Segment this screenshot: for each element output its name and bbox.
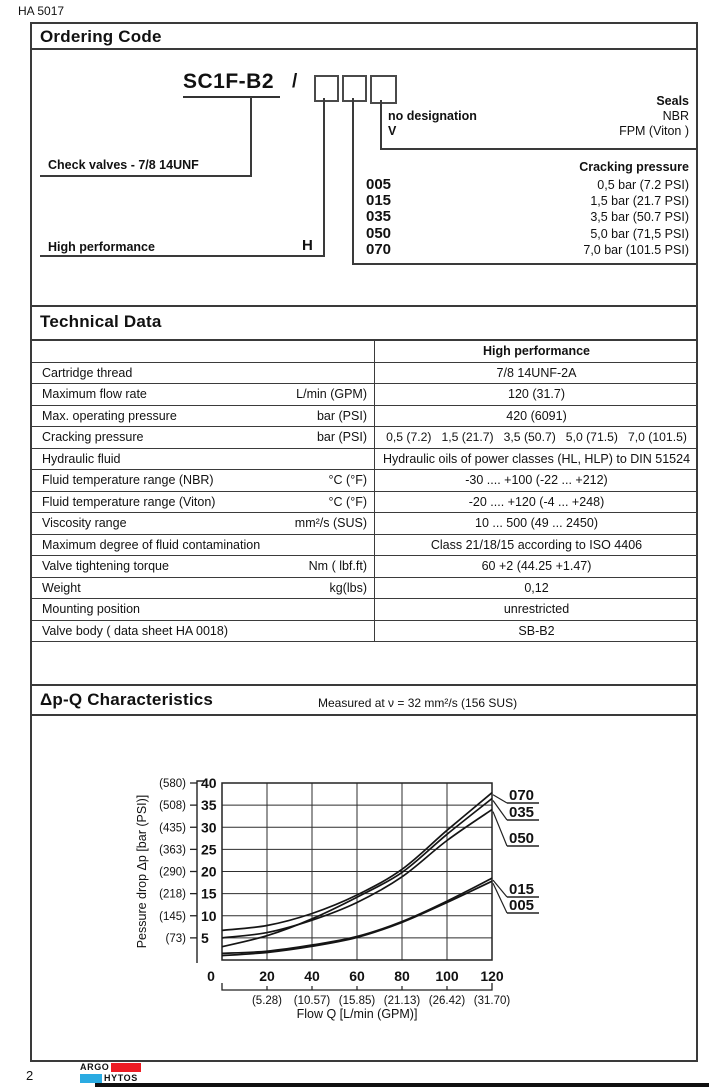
y-tick-psi-label: (218) xyxy=(159,888,186,901)
connector-line xyxy=(40,255,325,257)
y-tick-label: 20 xyxy=(201,863,217,880)
check-valves-label: Check valves - 7/8 14UNF xyxy=(48,158,199,172)
y-tick-label: 35 xyxy=(201,797,217,814)
row-value: High performance xyxy=(483,344,590,359)
table-row xyxy=(32,470,698,492)
y-tick-psi-label: (73) xyxy=(165,932,186,945)
row-value: Hydraulic oils of power classes (HL, HLP) to DIN 51524 xyxy=(382,451,691,466)
x-tick-label: 20 xyxy=(259,968,275,984)
curve-label-035: 035 xyxy=(509,804,535,821)
seal-option-value: FPM (Viton ) xyxy=(619,124,689,138)
divider xyxy=(30,48,698,50)
x-tick-gpm-label: (5.28) xyxy=(251,995,283,1007)
y-tick-label: 5 xyxy=(201,929,209,946)
table-row xyxy=(32,513,698,535)
x-axis-title: Flow Q [L/min (GPM)] xyxy=(296,1007,418,1021)
doc-code: HA 5017 xyxy=(18,4,65,18)
row-value-part: 3,5 (50.7) xyxy=(503,430,556,445)
row-unit: °C (°F) xyxy=(328,494,367,509)
row-label: Fluid temperature range (NBR) xyxy=(42,473,214,488)
row-value: 120 (31.7) xyxy=(508,387,565,402)
y-tick-psi-label: (580) xyxy=(159,778,186,790)
cracking-option-code: 050 xyxy=(366,224,392,242)
x-tick-gpm-label: (10.57) xyxy=(293,995,331,1007)
row-value: 420 (6091) xyxy=(506,408,567,423)
row-value-part: 0,5 (7.2) xyxy=(386,430,432,445)
cracking-option xyxy=(366,192,689,208)
section-title-characteristics: Δp-Q Characteristics xyxy=(40,690,214,709)
row-label: Maximum degree of fluid contamination xyxy=(42,537,261,552)
connector-line xyxy=(380,100,382,148)
x-tick-label: 120 xyxy=(480,968,504,984)
seal-option-value: NBR xyxy=(662,109,689,123)
y-tick-label: 30 xyxy=(201,819,217,836)
row-value: -20 .... +120 (-4 ... +248) xyxy=(468,494,605,509)
cracking-option xyxy=(366,176,689,192)
row-value: 60 +2 (44.25 +1.47) xyxy=(481,559,592,574)
curve-label-015: 015 xyxy=(509,881,535,898)
curve-label-070: 070 xyxy=(509,787,535,804)
seal-option-code: no designation xyxy=(388,109,477,123)
dp-q-chart xyxy=(130,770,570,1030)
connector-line xyxy=(40,175,252,177)
divider xyxy=(30,714,698,716)
row-unit: L/min (GPM) xyxy=(296,387,367,402)
footer-rule xyxy=(95,1083,709,1087)
cracking-option-value: 5,0 bar (71,5 PSI) xyxy=(590,226,689,241)
brand-logo xyxy=(80,1062,141,1084)
x-tick-label: 60 xyxy=(349,968,365,984)
row-unit: °C (°F) xyxy=(328,473,367,488)
table-row xyxy=(32,427,698,449)
section-title-ordering: Ordering Code xyxy=(40,27,162,46)
curve-label-005: 005 xyxy=(509,897,535,914)
row-value: 7/8 14UNF-2A xyxy=(496,365,577,380)
table-row xyxy=(32,449,698,471)
row-label: Valve tightening torque xyxy=(42,559,169,574)
cracking-option xyxy=(366,225,689,241)
x-tick-gpm-label: (26.42) xyxy=(428,995,466,1007)
y-tick-psi-label: (290) xyxy=(159,866,186,879)
x-tick-label: 80 xyxy=(394,968,410,984)
cracking-option-value: 3,5 bar (50.7 PSI) xyxy=(590,210,689,225)
row-label: Weight xyxy=(42,580,81,595)
cracking-option xyxy=(366,241,689,257)
table-row xyxy=(32,341,698,363)
row-label: Cartridge thread xyxy=(42,365,133,380)
row-unit: mm²/s (SUS) xyxy=(294,516,367,531)
cracking-option-value: 0,5 bar (7.2 PSI) xyxy=(597,178,689,192)
cracking-option-code: 015 xyxy=(366,192,392,210)
page-number: 2 xyxy=(26,1068,34,1083)
seal-option xyxy=(388,124,689,139)
row-unit: bar (PSI) xyxy=(316,430,367,445)
row-value: Class 21/18/15 according to ISO 4406 xyxy=(430,537,643,552)
seal-option xyxy=(388,109,689,124)
logo-text-hytos: HYTOS xyxy=(104,1072,138,1083)
row-value: -30 .... +100 (-22 ... +212) xyxy=(465,473,608,488)
row-label: Fluid temperature range (Viton) xyxy=(42,494,216,509)
row-label: Max. operating pressure xyxy=(42,408,177,423)
x-tick-gpm-label: (15.85) xyxy=(338,995,376,1007)
logo-red-box xyxy=(111,1063,141,1072)
y-tick-label: 15 xyxy=(201,885,217,902)
row-unit: Nm ( lbf.ft) xyxy=(308,559,367,574)
ordering-base-code: SC1F-B2 xyxy=(183,70,280,98)
connector-line xyxy=(323,98,325,257)
connector-line xyxy=(250,97,252,175)
row-label: Maximum flow rate xyxy=(42,387,147,402)
cracking-option-value: 7,0 bar (101.5 PSI) xyxy=(583,242,689,257)
logo-text-argo: ARGO xyxy=(80,1061,110,1072)
x-tick-gpm-label: (21.13) xyxy=(383,995,421,1007)
divider xyxy=(30,684,698,686)
cracking-option-code: 005 xyxy=(366,176,392,193)
y-tick-label: 40 xyxy=(201,775,217,791)
row-value xyxy=(375,427,698,448)
seals-options xyxy=(388,109,689,139)
cracking-pressure-options xyxy=(366,176,689,257)
table-row xyxy=(32,384,698,406)
y-tick-label: 25 xyxy=(201,841,217,858)
x-tick-label: 100 xyxy=(435,968,459,984)
table-row xyxy=(32,556,698,578)
high-performance-code: H xyxy=(302,237,313,254)
curve-label-leader xyxy=(493,795,507,803)
technical-table xyxy=(32,341,698,642)
row-value-part: 1,5 (21.7) xyxy=(441,430,494,445)
row-value: 10 ... 500 (49 ... 2450) xyxy=(475,516,598,531)
table-row xyxy=(32,406,698,428)
table-row xyxy=(32,363,698,385)
cracking-pressure-header: Cracking pressure xyxy=(579,160,689,174)
logo-blue-box xyxy=(80,1074,102,1083)
row-value: 0,12 xyxy=(524,580,549,595)
y-tick-psi-label: (145) xyxy=(159,910,186,923)
x-tick-gpm-label: (31.70) xyxy=(473,995,511,1007)
connector-line xyxy=(380,148,697,150)
row-unit: bar (PSI) xyxy=(316,408,367,423)
row-value: SB-B2 xyxy=(518,623,555,638)
high-performance-label: High performance xyxy=(48,240,155,254)
row-label: Mounting position xyxy=(42,602,140,617)
seals-header: Seals xyxy=(656,94,689,108)
section-title-technical: Technical Data xyxy=(40,312,162,331)
y-tick-psi-label: (363) xyxy=(159,844,186,857)
row-value-part: 5,0 (71.5) xyxy=(565,430,618,445)
logo-row xyxy=(80,1062,141,1072)
table-row xyxy=(32,578,698,600)
x-tick-label: 40 xyxy=(304,968,320,984)
cracking-option xyxy=(366,208,689,224)
table-row xyxy=(32,599,698,621)
x-tick-label: 0 xyxy=(207,968,215,984)
y-tick-psi-label: (508) xyxy=(159,800,186,813)
row-label: Valve body ( data sheet HA 0018) xyxy=(42,623,228,638)
code-box-2 xyxy=(342,75,367,102)
logo-row xyxy=(80,1073,141,1083)
measurement-condition: Measured at ν = 32 mm²/s (156 SUS) xyxy=(318,696,518,710)
y-tick-label: 10 xyxy=(201,907,217,924)
connector-line xyxy=(352,263,697,265)
table-column-divider xyxy=(374,341,375,642)
cracking-option-value: 1,5 bar (21.7 PSI) xyxy=(590,194,689,209)
row-label: Hydraulic fluid xyxy=(42,451,121,466)
row-label: Cracking pressure xyxy=(42,430,144,445)
table-row xyxy=(32,535,698,557)
row-unit: kg(lbs) xyxy=(329,580,367,595)
connector-line xyxy=(352,98,354,263)
ordering-separator: / xyxy=(292,71,298,92)
table-row xyxy=(32,621,698,643)
y-axis-title: Pessure drop Δp [bar (PSI)] xyxy=(135,794,149,949)
row-label: Viscosity range xyxy=(42,516,127,531)
cracking-option-code: 035 xyxy=(366,208,392,226)
row-value: unrestricted xyxy=(503,602,570,617)
curve-label-050: 050 xyxy=(509,830,535,847)
table-row xyxy=(32,492,698,514)
cracking-option-code: 070 xyxy=(366,240,392,258)
divider xyxy=(30,305,698,307)
code-box-1 xyxy=(314,75,339,102)
code-box-3 xyxy=(370,75,397,104)
seal-option-code: V xyxy=(388,124,397,138)
row-value-part: 7,0 (101.5) xyxy=(627,430,687,445)
y-tick-psi-label: (435) xyxy=(159,822,186,835)
